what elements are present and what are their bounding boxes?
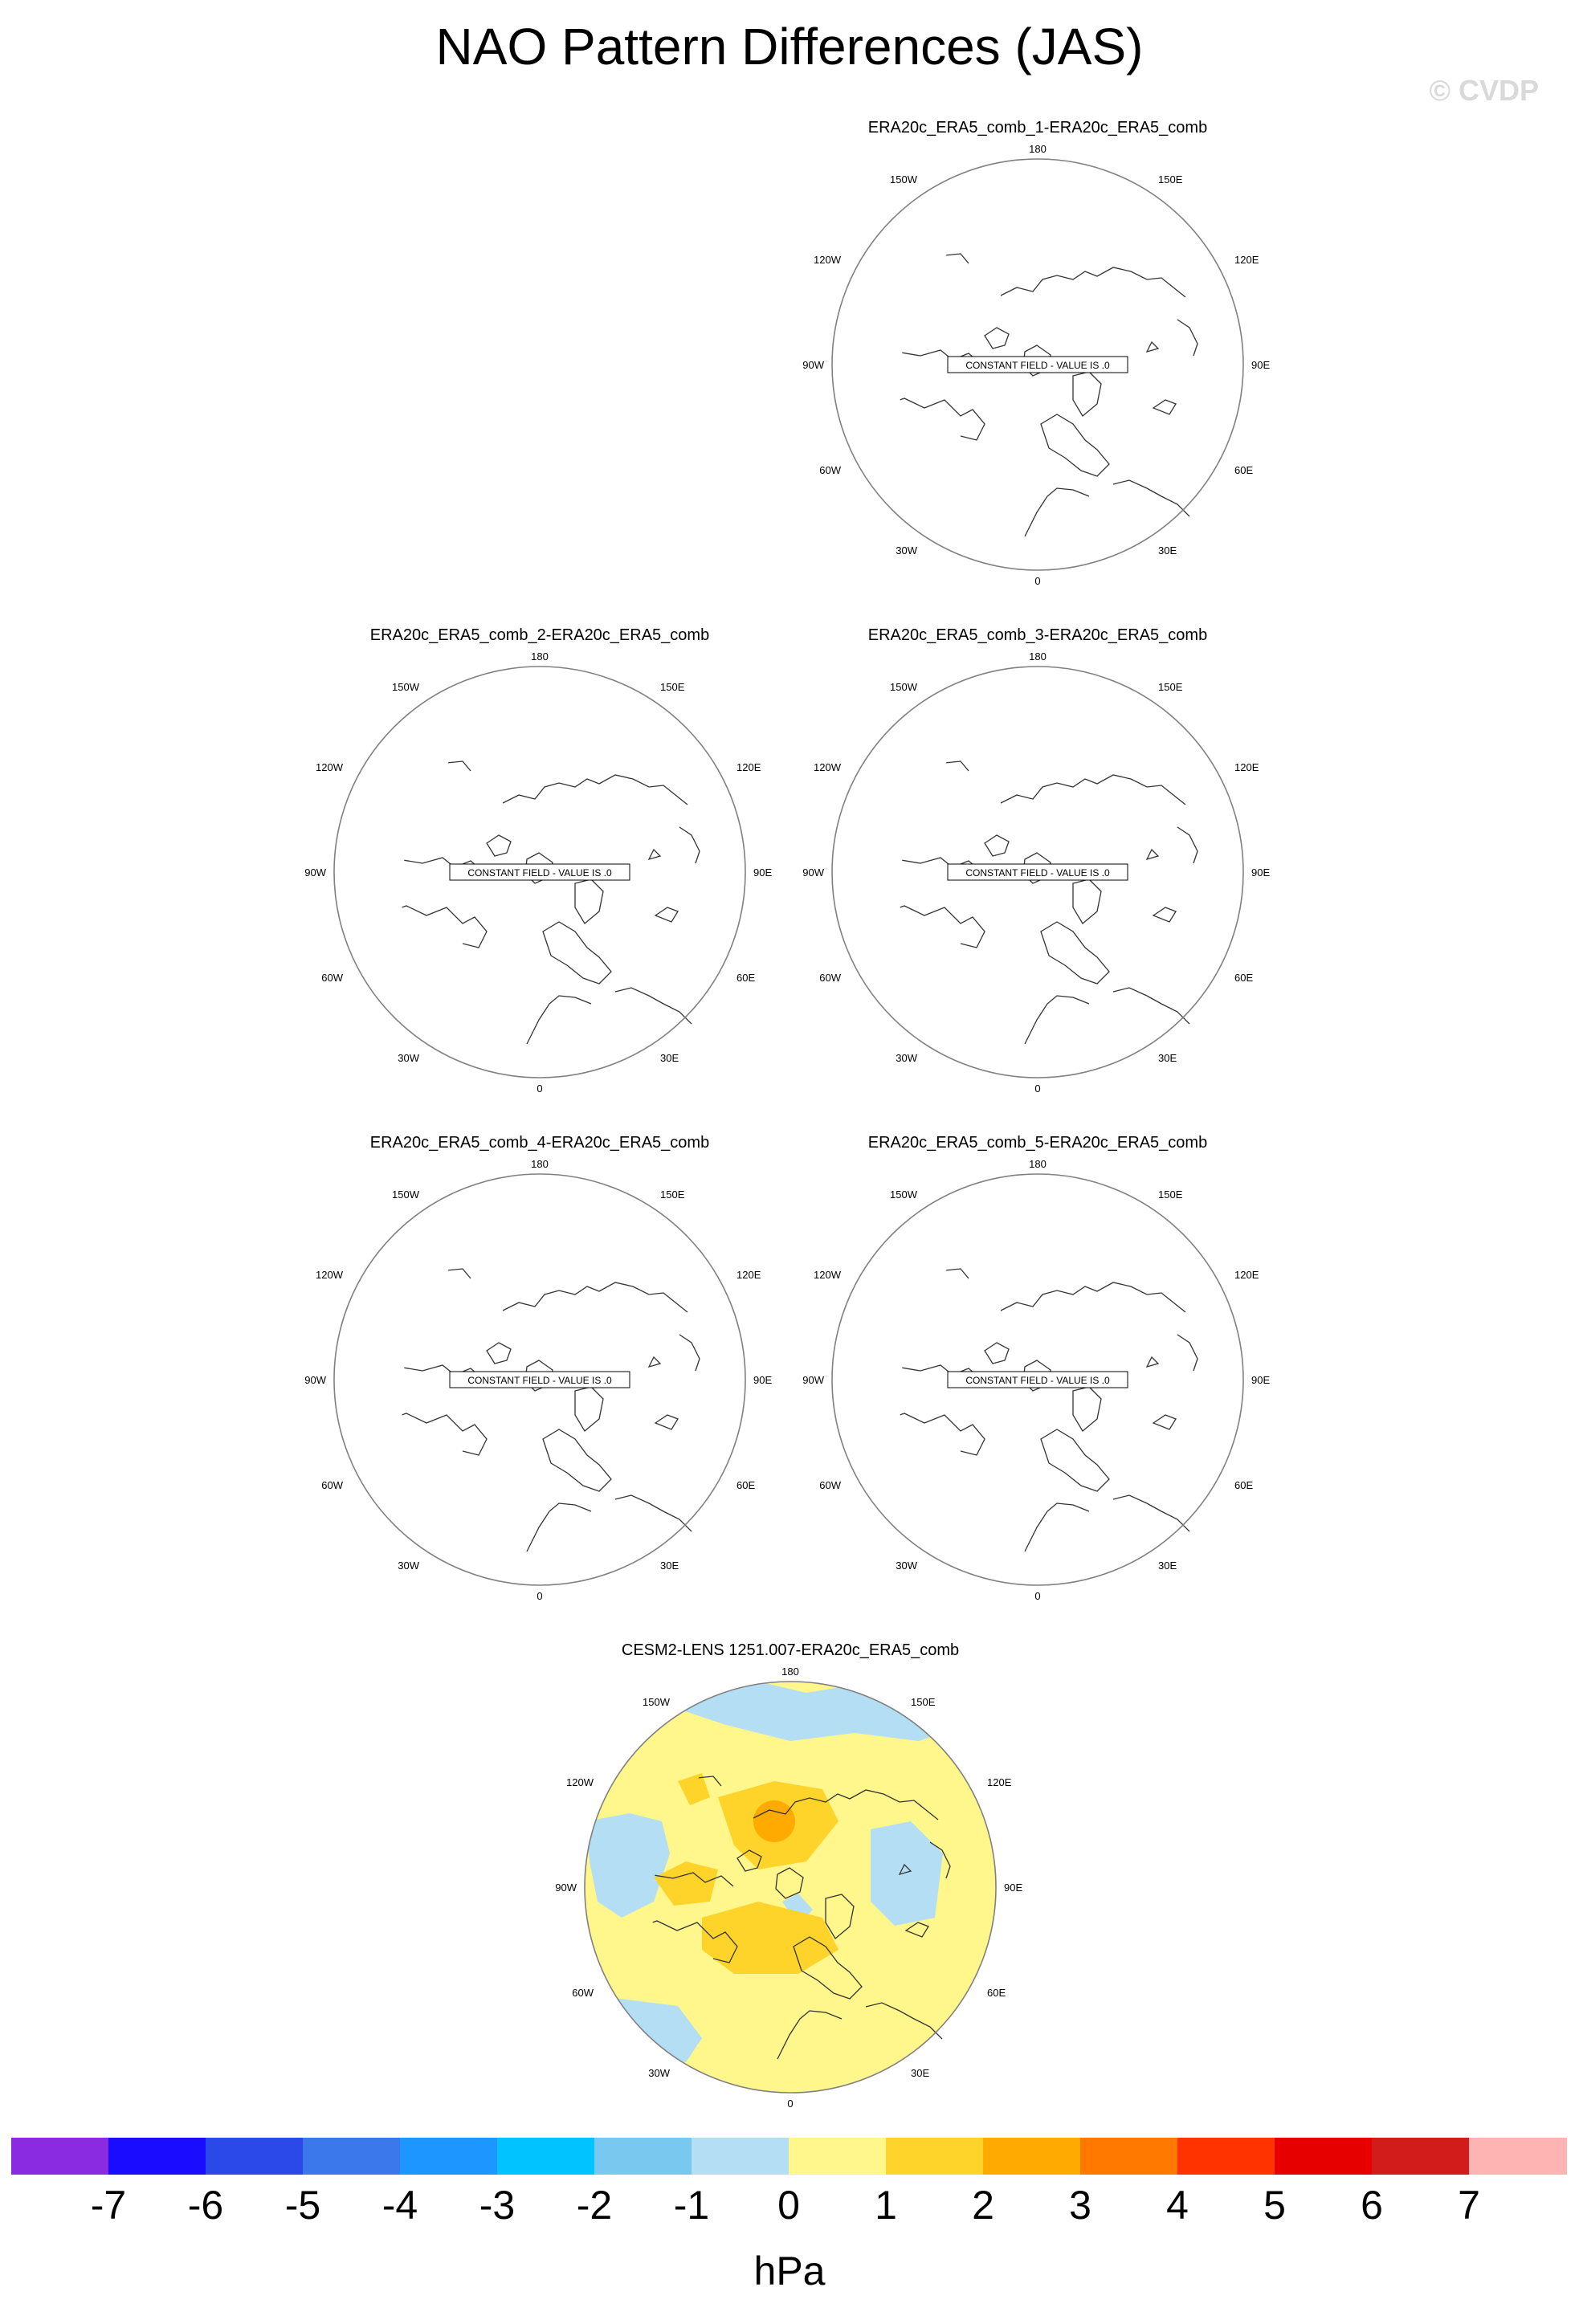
colorbar-swatch	[108, 2138, 206, 2175]
longitude-label: 180	[531, 1158, 549, 1170]
longitude-label: 180	[1029, 1158, 1047, 1170]
longitude-label: 150E	[1158, 681, 1183, 693]
longitude-label: 60E	[987, 1987, 1006, 1999]
longitude-label: 150E	[911, 1696, 936, 1708]
longitude-label: 150E	[1158, 1189, 1183, 1201]
longitude-label: 120W	[814, 1269, 841, 1281]
longitude-label: 120W	[316, 1269, 343, 1281]
longitude-label: 120W	[316, 761, 343, 773]
longitude-label: 30W	[398, 1052, 419, 1064]
longitude-label: 30W	[896, 544, 917, 557]
longitude-label: 30E	[660, 1052, 679, 1064]
colorbar-swatch	[497, 2138, 595, 2175]
longitude-label: 60W	[819, 464, 841, 476]
colorbar	[11, 2138, 1566, 2175]
longitude-label: 60W	[321, 972, 343, 984]
longitude-label: 120E	[1234, 761, 1259, 773]
colorbar-swatch	[400, 2138, 498, 2175]
figure-title: NAO Pattern Differences (JAS)	[435, 18, 1144, 75]
longitude-label: 30E	[911, 2067, 930, 2079]
map-panel-6	[517, 1640, 1063, 2122]
map-panel-4	[267, 1132, 813, 1614]
longitude-label: 0	[1034, 575, 1041, 587]
longitude-label: 120W	[814, 761, 841, 773]
colorbar-tick-label: 2	[972, 2183, 994, 2228]
polar-map	[765, 1153, 1311, 1603]
longitude-label: 120E	[736, 1269, 761, 1281]
longitude-label: 150W	[890, 681, 917, 693]
longitude-label: 60W	[572, 1987, 594, 1999]
longitude-label: 120E	[1234, 254, 1259, 266]
longitude-label: 150W	[643, 1696, 670, 1708]
colorbar-swatch	[303, 2138, 401, 2175]
longitude-label: 60E	[1234, 972, 1254, 984]
longitude-label: 150W	[890, 173, 917, 186]
longitude-label: 90W	[304, 866, 326, 879]
colorbar-swatch	[1275, 2138, 1373, 2175]
longitude-label: 60W	[819, 972, 841, 984]
colorbar-tick-label: -3	[479, 2183, 516, 2228]
colorbar-swatch	[886, 2138, 984, 2175]
longitude-label: 0	[1034, 1590, 1041, 1602]
colorbar-tick-label: 7	[1458, 2183, 1480, 2228]
colorbar-swatch	[594, 2138, 692, 2175]
longitude-label: 30W	[648, 2067, 670, 2079]
map-panel-3	[765, 625, 1311, 1107]
longitude-label: 60E	[736, 1479, 756, 1491]
constant-field-label: CONSTANT FIELD - VALUE IS .0	[467, 867, 612, 879]
panel-title: ERA20c_ERA5_comb_3-ERA20c_ERA5_comb	[867, 626, 1208, 644]
longitude-label: 150E	[1158, 173, 1183, 186]
longitude-label: 90E	[1251, 359, 1271, 371]
constant-field-label: CONSTANT FIELD - VALUE IS .0	[965, 360, 1110, 371]
colorbar-tick-label: -5	[284, 2183, 321, 2228]
colorbar-tick-label: 5	[1263, 2183, 1286, 2228]
longitude-label: 30E	[660, 1560, 679, 1572]
colorbar-swatch	[983, 2138, 1081, 2175]
longitude-label: 90E	[753, 866, 773, 879]
longitude-label: 90W	[802, 359, 824, 371]
colorbar-swatch	[692, 2138, 790, 2175]
map-panel-1	[765, 117, 1311, 599]
longitude-label: 90W	[802, 866, 824, 879]
polar-map	[267, 1153, 813, 1603]
colorbar-swatch	[1372, 2138, 1470, 2175]
constant-field-label: CONSTANT FIELD - VALUE IS .0	[467, 1375, 612, 1386]
longitude-label: 120E	[987, 1776, 1012, 1788]
map-panel-5	[765, 1132, 1311, 1614]
longitude-label: 180	[1029, 650, 1047, 663]
longitude-label: 120E	[736, 761, 761, 773]
longitude-label: 180	[781, 1666, 799, 1678]
colorbar-tick-label: -7	[90, 2183, 127, 2228]
longitude-label: 0	[1034, 1082, 1041, 1095]
longitude-label: 60W	[819, 1479, 841, 1491]
colorbar-tick-label: 4	[1166, 2183, 1189, 2228]
longitude-label: 0	[537, 1082, 543, 1095]
longitude-label: 180	[1029, 143, 1047, 155]
panel-title: ERA20c_ERA5_comb_4-ERA20c_ERA5_comb	[369, 1134, 710, 1152]
longitude-label: 120W	[566, 1776, 594, 1788]
longitude-label: 30E	[1158, 1052, 1177, 1064]
colorbar-tick-label: -4	[381, 2183, 418, 2228]
colorbar-swatch	[1080, 2138, 1178, 2175]
longitude-label: 150W	[392, 681, 419, 693]
longitude-label: 90E	[753, 1374, 773, 1386]
map-panel-2	[267, 625, 813, 1107]
longitude-label: 30E	[1158, 544, 1177, 557]
colorbar-swatch	[1469, 2138, 1567, 2175]
longitude-label: 90W	[555, 1882, 577, 1894]
constant-field-label: CONSTANT FIELD - VALUE IS .0	[965, 867, 1110, 879]
longitude-label: 60W	[321, 1479, 343, 1491]
longitude-label: 180	[531, 650, 549, 663]
constant-field-label: CONSTANT FIELD - VALUE IS .0	[965, 1375, 1110, 1386]
polar-map	[765, 138, 1311, 588]
longitude-label: 90W	[802, 1374, 824, 1386]
longitude-label: 150E	[660, 1189, 685, 1201]
longitude-label: 60E	[736, 972, 756, 984]
cvdp-watermark: © CVDP	[1429, 74, 1539, 107]
panel-title: ERA20c_ERA5_comb_1-ERA20c_ERA5_comb	[867, 119, 1208, 137]
longitude-label: 150W	[392, 1189, 419, 1201]
longitude-label: 60E	[1234, 1479, 1254, 1491]
colorbar-swatch	[789, 2138, 887, 2175]
colorbar-swatch	[206, 2138, 304, 2175]
colorbar-tick-label: -6	[187, 2183, 224, 2228]
longitude-label: 150W	[890, 1189, 917, 1201]
longitude-label: 60E	[1234, 464, 1254, 476]
longitude-label: 30W	[896, 1052, 917, 1064]
longitude-label: 30E	[1158, 1560, 1177, 1572]
colorbar-tick-label: 1	[875, 2183, 897, 2228]
polar-map	[765, 646, 1311, 1095]
panel-title: ERA20c_ERA5_comb_5-ERA20c_ERA5_comb	[867, 1134, 1208, 1152]
colorbar-tick-label: -2	[576, 2183, 613, 2228]
panel-title: ERA20c_ERA5_comb_2-ERA20c_ERA5_comb	[369, 626, 710, 644]
colorbar-swatch	[1177, 2138, 1275, 2175]
longitude-label: 90E	[1004, 1882, 1023, 1894]
colorbar-tick-label: 6	[1361, 2183, 1383, 2228]
colorbar-tick-label: 0	[777, 2183, 800, 2228]
colorbar-tick-label: -1	[673, 2183, 710, 2228]
longitude-label: 30W	[398, 1560, 419, 1572]
longitude-label: 90W	[304, 1374, 326, 1386]
panel-title: CESM2-LENS 1251.007-ERA20c_ERA5_comb	[621, 1641, 960, 1659]
polar-map	[267, 646, 813, 1095]
colorbar-swatch	[11, 2138, 109, 2175]
longitude-label: 120E	[1234, 1269, 1259, 1281]
longitude-label: 90E	[1251, 866, 1271, 879]
longitude-label: 30W	[896, 1560, 917, 1572]
longitude-label: 120W	[814, 254, 841, 266]
longitude-label: 90E	[1251, 1374, 1271, 1386]
colorbar-tick-label: 3	[1069, 2183, 1091, 2228]
longitude-label: 0	[537, 1590, 543, 1602]
colorbar-units: hPa	[753, 2249, 826, 2293]
polar-map	[517, 1661, 1063, 2110]
longitude-label: 150E	[660, 681, 685, 693]
longitude-label: 0	[787, 2098, 794, 2110]
